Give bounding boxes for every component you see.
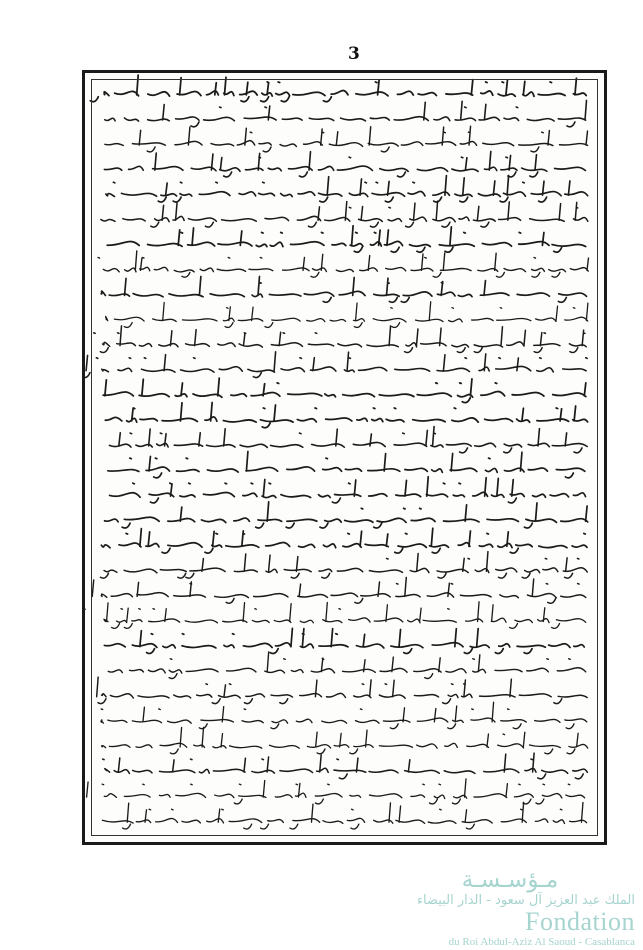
manuscript-line (104, 628, 584, 653)
manuscript-line (107, 226, 585, 252)
manuscript-line (101, 277, 586, 303)
manuscript-line (104, 151, 585, 176)
manuscript-line (101, 702, 587, 728)
manuscript-line (109, 427, 587, 453)
watermark-arabic-subtitle: الملك عبد العزيز آل سعود - الدار البيضاء (416, 893, 635, 908)
page-number: 3 (348, 44, 360, 64)
handwritten-text-block (85, 73, 604, 842)
manuscript-line (85, 352, 587, 378)
manuscript-frame (82, 70, 607, 845)
manuscript-line (103, 378, 586, 403)
watermark-arabic-title: مـؤسـسـة (461, 867, 559, 893)
manuscript-line (105, 502, 588, 528)
manuscript-line (101, 201, 588, 227)
manuscript-line (105, 403, 587, 428)
manuscript-line (85, 753, 587, 779)
manuscript-line (94, 326, 587, 353)
watermark-latin-title: Fondation (525, 907, 635, 936)
manuscript-line (97, 677, 587, 703)
watermark-latin-subtitle: du Roi Abdul-Aziz Al Saoud - Casablanca (448, 936, 635, 948)
manuscript-line (90, 75, 586, 101)
manuscript-line (108, 451, 585, 477)
manuscript-line (85, 602, 586, 629)
manuscript-line (110, 477, 586, 503)
manuscript-line (101, 552, 588, 579)
manuscript-line (102, 727, 588, 753)
manuscript-line (101, 528, 587, 553)
manuscript-line (98, 251, 588, 277)
manuscript-line (108, 652, 585, 678)
manuscript-line (102, 802, 586, 829)
manuscript-line (87, 779, 585, 804)
manuscript-line (106, 302, 588, 328)
manuscript-line (105, 100, 587, 126)
foundation-watermark (325, 868, 635, 949)
manuscript-line (106, 176, 588, 202)
manuscript-line (92, 577, 586, 603)
manuscript-line (105, 126, 588, 152)
